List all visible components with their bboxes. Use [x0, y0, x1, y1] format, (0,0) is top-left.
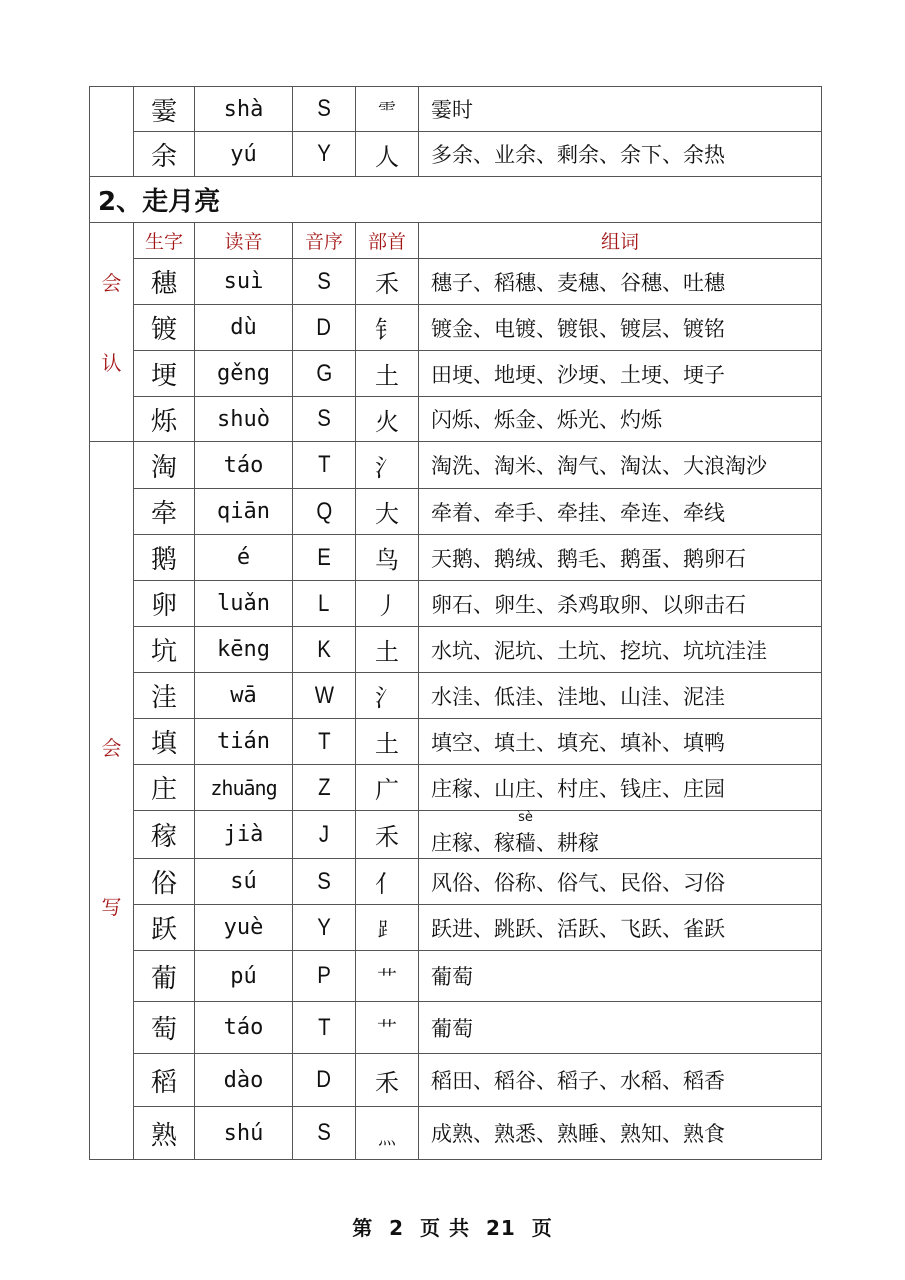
- char-cell: 牵: [134, 489, 195, 534]
- char-cell: 葡: [134, 951, 195, 1001]
- pinyin-cell: jià: [195, 811, 293, 858]
- table-row: [134, 259, 821, 305]
- header-words: 组词: [600, 231, 639, 253]
- char-cell: 熟: [134, 1107, 195, 1159]
- initial-cell: [293, 905, 356, 950]
- initial-cell: [293, 259, 356, 304]
- words-cell: 卵石、卵生、杀鸡取卵、以卵击石: [431, 592, 746, 617]
- pinyin-cell: gěng: [195, 351, 293, 396]
- initial-cell: [293, 351, 356, 396]
- header-radical: 部首: [356, 223, 419, 258]
- radical-cell: 丿: [356, 581, 419, 626]
- initial-cell: [293, 811, 356, 858]
- initial-text: T: [317, 1013, 331, 1041]
- radical-cell: 钅: [356, 305, 419, 350]
- char-cell: 洼: [134, 673, 195, 718]
- initial-cell: [293, 535, 356, 580]
- table-row: [134, 1054, 821, 1107]
- words-cell: 淘洗、淘米、淘气、淘汰、大浪淘沙: [431, 454, 767, 478]
- char-cell: 烁: [134, 397, 195, 441]
- initial-text: Y: [317, 140, 331, 167]
- initial-cell: [293, 87, 356, 131]
- initial-text: L: [318, 589, 330, 617]
- char-cell: 稻: [134, 1054, 195, 1106]
- ruby-char: [515, 809, 536, 857]
- radical-cell: 灬: [356, 1107, 419, 1159]
- radical-cell: 艹: [356, 1002, 419, 1053]
- initial-text: K: [317, 635, 331, 663]
- pinyin-cell: tián: [195, 719, 293, 764]
- radical-cell: 土: [356, 351, 419, 396]
- table-row: [134, 627, 821, 673]
- table-row: [134, 719, 821, 765]
- radical-cell: 大: [356, 489, 419, 534]
- initial-cell: [293, 673, 356, 718]
- pinyin-cell: é: [195, 535, 293, 580]
- write-label: [90, 442, 134, 1159]
- write-label-top: 会: [101, 736, 122, 760]
- words-cell: 庄稼、山庄、村庄、钱庄、庄园: [431, 776, 725, 801]
- table-row: [134, 581, 821, 627]
- initial-text: Q: [316, 497, 332, 525]
- initial-text: T: [317, 727, 331, 755]
- char-cell: 镀: [134, 305, 195, 350]
- radical-cell: 禾: [356, 811, 419, 858]
- initial-text: Z: [317, 773, 331, 801]
- words-cell: 葡萄: [431, 1016, 473, 1041]
- pinyin-cell: qiān: [195, 489, 293, 534]
- radical-cell: 亻: [356, 859, 419, 904]
- char-cell: 霎: [134, 87, 195, 131]
- words-before: 庄稼、稼: [431, 830, 515, 855]
- char-cell: 萄: [134, 1002, 195, 1053]
- header-pinyin: 读音: [195, 223, 293, 258]
- initial-text: W: [314, 681, 334, 709]
- initial-text: P: [317, 962, 331, 989]
- pinyin-cell: táo: [195, 1002, 293, 1053]
- initial-text: S: [317, 1119, 331, 1146]
- header-initial: 音序: [293, 223, 356, 258]
- table-row: [134, 1002, 821, 1054]
- prev-section-group: [90, 87, 821, 177]
- initial-cell: [293, 765, 356, 810]
- pinyin-cell: luǎn: [195, 581, 293, 626]
- initial-cell: [293, 442, 356, 488]
- char-cell: 鹅: [134, 535, 195, 580]
- table-row: [134, 132, 821, 176]
- table-row: [134, 765, 821, 811]
- recognize-label-top: 会: [101, 270, 122, 295]
- initial-text: S: [317, 95, 331, 122]
- pinyin-cell: dào: [195, 1054, 293, 1106]
- table-row: [134, 811, 821, 859]
- char-cell: 俗: [134, 859, 195, 904]
- char-cell: 庄: [134, 765, 195, 810]
- initial-text: S: [317, 267, 331, 295]
- radical-cell: 氵: [356, 673, 419, 718]
- pinyin-cell: kēng: [195, 627, 293, 672]
- char-cell: 穗: [134, 259, 195, 304]
- table-row: [134, 87, 821, 132]
- radical-cell: ⻊: [356, 905, 419, 950]
- words-cell: 稻田、稻谷、稻子、水稻、稻香: [431, 1069, 725, 1093]
- pinyin-cell: táo: [195, 442, 293, 488]
- page-footer: [0, 1212, 905, 1241]
- write-group: [90, 442, 821, 1160]
- pinyin-cell: suì: [195, 259, 293, 304]
- radical-cell: 土: [356, 627, 419, 672]
- words-cell: 水洼、低洼、洼地、山洼、泥洼: [431, 684, 725, 709]
- pinyin-cell: pú: [195, 951, 293, 1001]
- initial-cell: [293, 397, 356, 441]
- write-label-bottom: 写: [101, 895, 122, 919]
- words-cell: 霎时: [431, 98, 473, 122]
- table-row: [134, 351, 821, 397]
- footer-suffix: 页: [531, 1216, 553, 1240]
- table-row: [134, 673, 821, 719]
- table-header-row: [134, 223, 821, 259]
- table-row: [134, 305, 821, 351]
- pinyin-cell: shuò: [195, 397, 293, 441]
- initial-text: D: [316, 1066, 332, 1093]
- radical-cell: 氵: [356, 442, 419, 488]
- radical-cell: ⻗: [356, 87, 419, 131]
- recognize-group: [90, 223, 821, 442]
- pinyin-cell: sú: [195, 859, 293, 904]
- initial-text: T: [317, 451, 331, 478]
- section-title: 2、走月亮: [90, 177, 821, 223]
- initial-text: S: [317, 405, 331, 432]
- char-cell: 坑: [134, 627, 195, 672]
- recognize-label: [90, 223, 134, 441]
- char-cell: 余: [134, 132, 195, 176]
- footer-prefix: 第: [352, 1216, 374, 1240]
- words-cell: 镀金、电镀、镀银、镀层、镀铭: [431, 316, 725, 341]
- initial-text: Y: [317, 913, 331, 941]
- vocab-table: [89, 86, 822, 1160]
- initial-text: D: [316, 313, 332, 341]
- words-cell: 牵着、牵手、牵挂、牵连、牵线: [431, 500, 725, 525]
- radical-cell: 人: [356, 132, 419, 176]
- table-row: [134, 1107, 821, 1159]
- initial-text: G: [316, 359, 332, 387]
- pinyin-cell: yuè: [195, 905, 293, 950]
- words-cell: 闪烁、烁金、烁光、灼烁: [431, 408, 662, 432]
- pinyin-cell: dù: [195, 305, 293, 350]
- char-cell: 稼: [134, 811, 195, 858]
- initial-cell: [293, 489, 356, 534]
- table-row: [134, 489, 821, 535]
- initial-cell: [293, 1054, 356, 1106]
- words-cell: 葡萄: [431, 965, 473, 989]
- words-cell: 跃进、跳跃、活跃、飞跃、雀跃: [431, 916, 725, 941]
- table-row: [134, 951, 821, 1002]
- char-cell: 埂: [134, 351, 195, 396]
- initial-text: J: [318, 820, 330, 848]
- words-cell: 田埂、地埂、沙埂、土埂、埂子: [431, 362, 725, 387]
- radical-cell: 禾: [356, 1054, 419, 1106]
- words-cell: 水坑、泥坑、土坑、挖坑、坑坑洼洼: [431, 638, 767, 663]
- footer-total-pages: 21: [485, 1216, 516, 1240]
- words-cell: 填空、填土、填充、填补、填鸭: [431, 730, 725, 755]
- words-cell: 风俗、俗称、俗气、民俗、习俗: [431, 870, 725, 895]
- table-row: [134, 442, 821, 489]
- char-cell: 淘: [134, 442, 195, 488]
- initial-cell: [293, 132, 356, 176]
- footer-mid: 页 共: [420, 1216, 471, 1240]
- radical-cell: 广: [356, 765, 419, 810]
- recognize-label-bottom: 认: [101, 350, 122, 375]
- char-cell: 填: [134, 719, 195, 764]
- words-cell: 天鹅、鹅绒、鹅毛、鹅蛋、鹅卵石: [431, 546, 746, 571]
- words-cell: 多余、业余、剩余、余下、余热: [431, 143, 725, 167]
- words-cell: [419, 811, 821, 858]
- radical-cell: 鸟: [356, 535, 419, 580]
- table-row: [134, 859, 821, 905]
- radical-cell: 艹: [356, 951, 419, 1001]
- radical-cell: 禾: [356, 259, 419, 304]
- initial-cell: [293, 1107, 356, 1159]
- header-char: 生字: [134, 223, 195, 258]
- words-after: 、耕稼: [536, 830, 599, 855]
- pinyin-cell: zhuāng: [195, 765, 293, 810]
- radical-cell: 土: [356, 719, 419, 764]
- words-cell: 成熟、熟悉、熟睡、熟知、熟食: [431, 1122, 725, 1146]
- radical-cell: 火: [356, 397, 419, 441]
- initial-cell: [293, 1002, 356, 1053]
- initial-text: S: [317, 867, 331, 895]
- initial-cell: [293, 951, 356, 1001]
- ruby-annotation: sè: [518, 809, 533, 825]
- initial-text: E: [317, 543, 331, 571]
- footer-page-number: 2: [389, 1216, 405, 1240]
- prev-section-side: [90, 87, 134, 176]
- char-cell: 跃: [134, 905, 195, 950]
- pinyin-cell: shà: [195, 87, 293, 131]
- initial-cell: [293, 305, 356, 350]
- words-cell: 穗子、稻穗、麦穗、谷穗、吐穗: [431, 270, 725, 295]
- table-row: [134, 535, 821, 581]
- initial-cell: [293, 581, 356, 626]
- initial-cell: [293, 627, 356, 672]
- pinyin-cell: yú: [195, 132, 293, 176]
- char-cell: 卵: [134, 581, 195, 626]
- initial-cell: [293, 719, 356, 764]
- pinyin-cell: shú: [195, 1107, 293, 1159]
- initial-cell: [293, 859, 356, 904]
- pinyin-cell: wā: [195, 673, 293, 718]
- table-row: [134, 397, 821, 441]
- ruby-base: 穑: [515, 830, 536, 855]
- table-row: [134, 905, 821, 951]
